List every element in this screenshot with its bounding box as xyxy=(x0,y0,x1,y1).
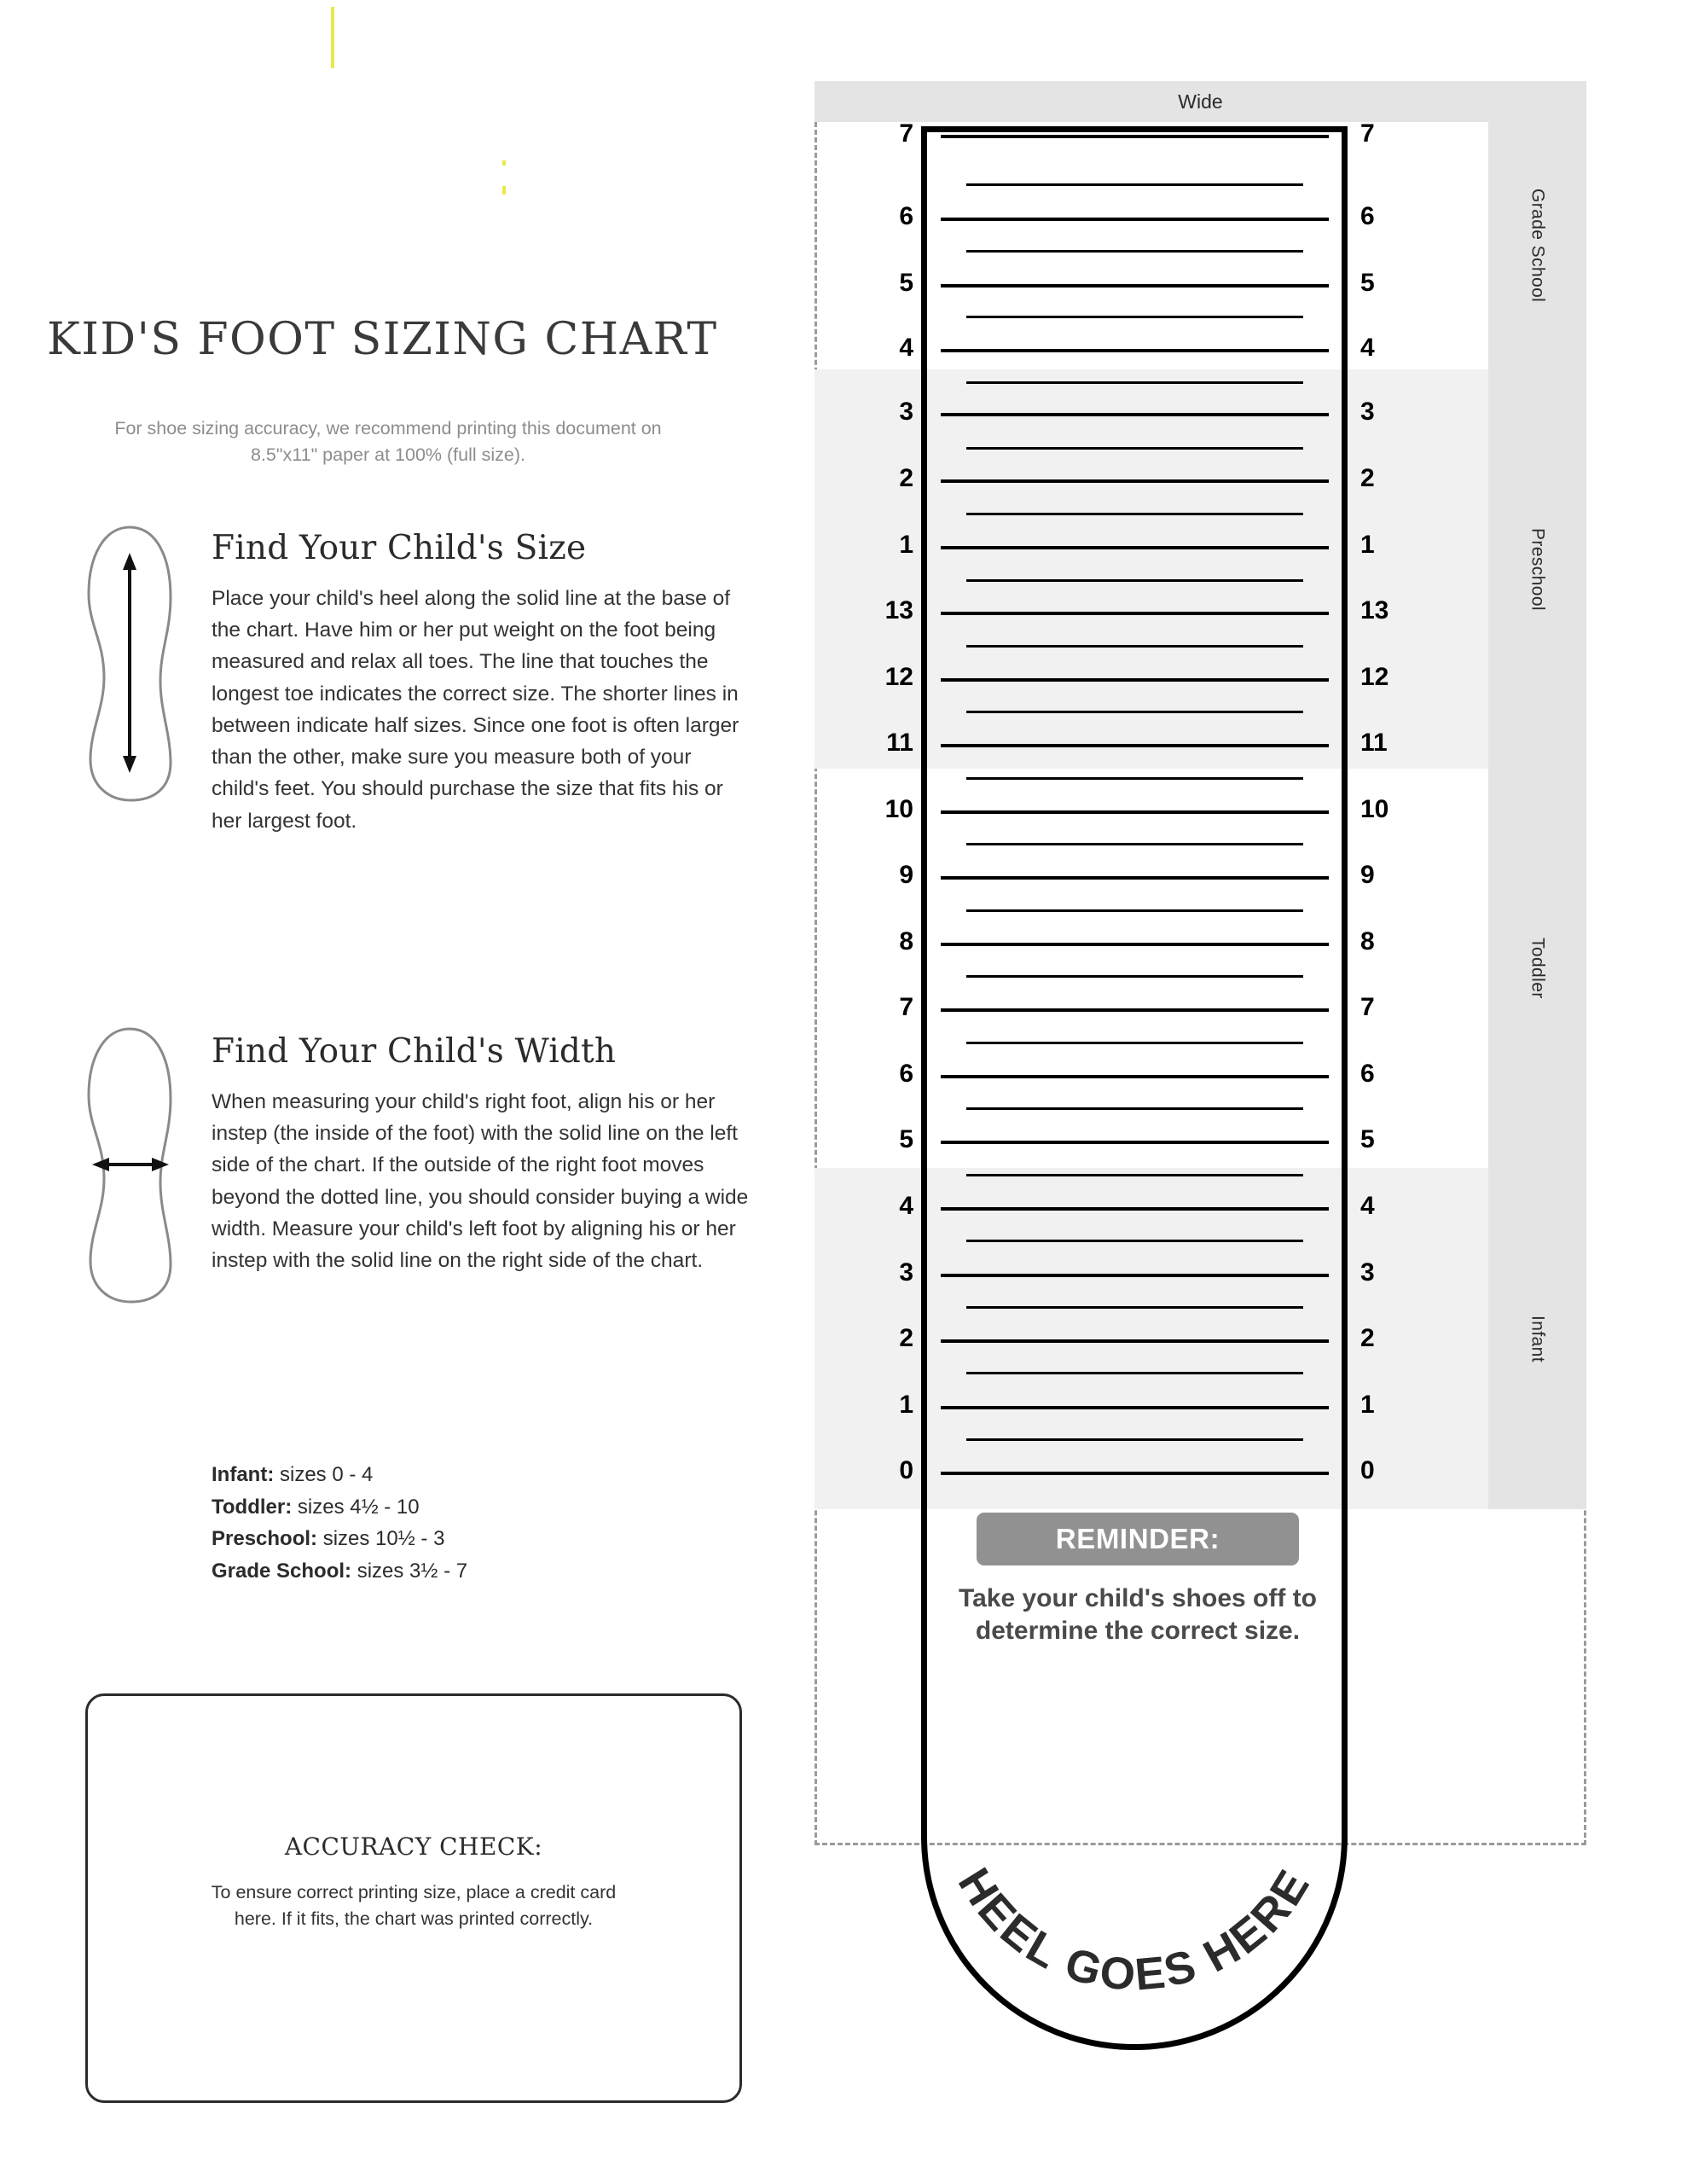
list-item xyxy=(212,1459,467,1491)
size-line-half xyxy=(966,250,1303,253)
size-number-left: 3 xyxy=(899,398,913,426)
size-number-right: 2 xyxy=(1360,1324,1375,1352)
page-title: KID'S FOOT SIZING CHART xyxy=(47,314,718,365)
size-line-full xyxy=(941,1008,1329,1012)
size-number-left: 5 xyxy=(899,1125,913,1153)
size-line-half xyxy=(966,447,1303,450)
size-number-left: 2 xyxy=(899,1324,913,1352)
accuracy-check-box xyxy=(85,1693,742,2103)
list-item xyxy=(212,1555,467,1588)
section-find-size xyxy=(212,529,749,837)
size-line-full xyxy=(941,1207,1329,1211)
size-range-value: sizes 4½ - 10 xyxy=(292,1495,420,1519)
size-line-half xyxy=(966,579,1303,582)
size-range-value: sizes 3½ - 7 xyxy=(351,1560,468,1583)
size-number-right: 7 xyxy=(1360,119,1375,148)
size-line-full xyxy=(941,1141,1329,1144)
size-number-right: 9 xyxy=(1360,861,1375,889)
size-number-left: 5 xyxy=(899,269,913,297)
size-line-half xyxy=(966,1306,1303,1309)
size-number-right: 8 xyxy=(1360,927,1375,956)
section-size-heading: Find Your Child's Size xyxy=(212,529,587,567)
size-number-right: 6 xyxy=(1360,202,1375,230)
list-item xyxy=(212,1491,467,1524)
category-strip-label: Toddler xyxy=(1528,938,1548,999)
size-line-full xyxy=(941,1472,1329,1475)
footprint-length-icon xyxy=(75,522,186,808)
size-line-half xyxy=(966,513,1303,515)
registration-mark-icon xyxy=(502,160,506,166)
reminder-badge xyxy=(977,1513,1299,1565)
size-line-full xyxy=(941,943,1329,946)
accuracy-check-text: To ensure correct printing size, place a credit card here. If it fits, the chart was printed correctly. xyxy=(211,1882,617,1930)
size-line-full xyxy=(941,1274,1329,1277)
size-number-left: 2 xyxy=(899,464,913,492)
size-range-label: Toddler: xyxy=(212,1495,293,1519)
size-number-right: 1 xyxy=(1360,1391,1375,1419)
size-line-half xyxy=(966,1107,1303,1110)
size-number-right: 2 xyxy=(1360,464,1375,492)
size-line-half xyxy=(966,1240,1303,1242)
size-line-half xyxy=(966,381,1303,384)
size-number-right: 10 xyxy=(1360,795,1389,823)
size-range-value: sizes 10½ - 3 xyxy=(317,1527,445,1551)
size-number-right: 12 xyxy=(1360,663,1389,691)
category-strip-grade-school xyxy=(1488,122,1586,369)
size-number-left: 7 xyxy=(899,993,913,1021)
size-number-right: 1 xyxy=(1360,531,1375,559)
footprint-width-icon xyxy=(75,1024,186,1310)
list-item xyxy=(212,1523,467,1555)
category-strip-label: Preschool xyxy=(1528,527,1548,611)
section-size-body: Place your child's heel along the solid line at the base of the chart. Have him or her put weight on the foot being measured and relax all toes. The line that touches the longest toe indicates the correct size. The shorter lines in between indicate half sizes. Since one foot is often larger than the other, make sure you measure both of your child's feet. You should purchase the size that fits his or her largest foot. xyxy=(212,587,739,833)
size-range-label: Preschool: xyxy=(212,1527,318,1551)
category-strip-infant xyxy=(1488,1168,1586,1509)
size-number-left: 12 xyxy=(884,663,913,691)
category-strip-label: Infant xyxy=(1528,1315,1548,1362)
size-line-half xyxy=(966,1372,1303,1374)
sizing-chart xyxy=(815,0,1687,2184)
category-strip-preschool xyxy=(1488,369,1586,769)
size-number-right: 4 xyxy=(1360,334,1375,362)
size-range-value: sizes 0 - 4 xyxy=(274,1463,374,1486)
size-number-right: 4 xyxy=(1360,1192,1375,1220)
size-line-full xyxy=(941,1075,1329,1078)
size-number-right: 7 xyxy=(1360,993,1375,1021)
size-line-full xyxy=(941,284,1329,288)
category-strip-toddler xyxy=(1488,769,1586,1168)
section-width-body: When measuring your child's right foot, align his or her instep (the inside of the foot) with the solid line on the left side of the chart. If the outside of the right foot moves beyond the dotted line, you should consider buying a wide width. Measure your child's left foot by aligning his or her instep with the solid line on the right side of the chart. xyxy=(212,1090,749,1273)
size-number-right: 5 xyxy=(1360,1125,1375,1153)
size-range-label: Grade School: xyxy=(212,1560,352,1583)
accuracy-check-title: ACCURACY CHECK: xyxy=(284,1833,543,1861)
size-number-left: 10 xyxy=(884,795,913,823)
reminder-heading: REMINDER: xyxy=(1055,1523,1220,1554)
size-number-right: 0 xyxy=(1360,1456,1375,1484)
size-number-right: 13 xyxy=(1360,596,1389,624)
size-number-right: 5 xyxy=(1360,269,1375,297)
print-instructions: For shoe sizing accuracy, we recommend printing this document on 8.5"x11" paper at 100% (full size). xyxy=(114,418,662,465)
size-line-full xyxy=(941,876,1329,880)
size-line-half xyxy=(966,645,1303,648)
category-strip-label: Grade School xyxy=(1528,189,1548,303)
section-find-width xyxy=(212,1032,749,1276)
size-number-left: 8 xyxy=(899,927,913,956)
size-line-half xyxy=(966,1438,1303,1441)
size-number-left: 11 xyxy=(886,729,913,757)
size-line-full xyxy=(941,218,1329,221)
size-number-left: 13 xyxy=(884,596,913,624)
size-number-right: 3 xyxy=(1360,398,1375,426)
size-number-left: 6 xyxy=(899,1060,913,1088)
section-width-heading: Find Your Child's Width xyxy=(212,1032,617,1071)
size-range-label: Infant: xyxy=(212,1463,275,1486)
size-number-left: 6 xyxy=(899,202,913,230)
size-number-left: 4 xyxy=(899,1192,913,1220)
size-line-half xyxy=(966,975,1303,978)
size-line-half xyxy=(966,777,1303,780)
size-line-half xyxy=(966,183,1303,186)
size-line-full xyxy=(941,349,1329,352)
size-line-full xyxy=(941,1339,1329,1343)
size-line-full xyxy=(941,546,1329,549)
size-number-left: 0 xyxy=(899,1456,913,1484)
size-line-full xyxy=(941,678,1329,682)
size-line-full xyxy=(941,612,1329,615)
size-number-right: 6 xyxy=(1360,1060,1375,1088)
wide-header-label: Wide xyxy=(815,81,1586,122)
size-number-left: 7 xyxy=(899,119,913,148)
size-number-left: 3 xyxy=(899,1258,913,1287)
size-line-full xyxy=(941,1406,1329,1409)
left-column xyxy=(0,0,819,2184)
size-number-left: 4 xyxy=(899,334,913,362)
svg-text:HEEL GOES HERE: HEEL GOES HERE xyxy=(948,1859,1321,2001)
size-line-full xyxy=(941,744,1329,747)
size-line-half xyxy=(966,316,1303,318)
size-number-right: 11 xyxy=(1360,729,1388,757)
size-number-left: 1 xyxy=(899,1391,913,1419)
size-number-left: 9 xyxy=(899,861,913,889)
size-line-full xyxy=(941,479,1329,483)
size-range-list xyxy=(212,1459,467,1588)
size-line-half xyxy=(966,711,1303,713)
size-line-half xyxy=(966,909,1303,912)
size-number-left: 1 xyxy=(899,531,913,559)
reminder-text: Take your child's shoes off to determine the correct size. xyxy=(959,1584,1317,1646)
size-line-full xyxy=(941,413,1329,416)
size-line-half xyxy=(966,843,1303,845)
size-line-full xyxy=(941,135,1329,138)
size-line-full xyxy=(941,810,1329,814)
registration-mark-icon xyxy=(331,7,334,68)
size-number-right: 3 xyxy=(1360,1258,1375,1287)
size-line-half xyxy=(966,1174,1303,1176)
registration-mark-icon xyxy=(502,186,506,195)
size-line-half xyxy=(966,1042,1303,1044)
